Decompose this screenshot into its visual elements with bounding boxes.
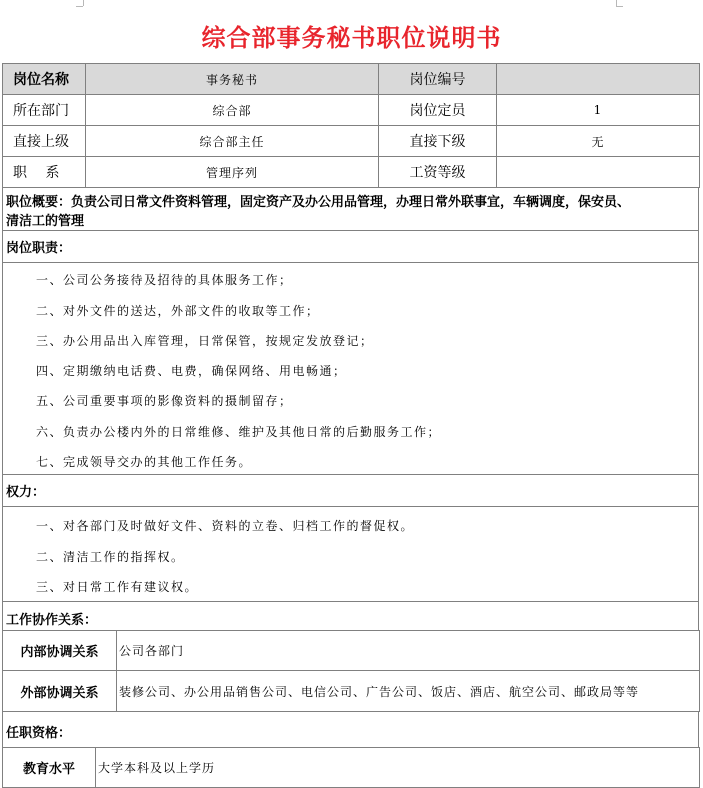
headcount-value[interactable]: 1: [497, 95, 700, 126]
subordinate-label: 直接下级: [379, 126, 497, 157]
position-name-label: 岗位名称: [3, 64, 86, 95]
authority-item: 三、对日常工作有建议权。: [36, 580, 199, 594]
salary-grade-value[interactable]: [497, 157, 700, 188]
supervisor-value[interactable]: 综合部主任: [86, 126, 379, 157]
duty-item: 四、定期缴纳电话费、电费，确保网络、用电畅通；: [36, 364, 347, 378]
overview-line-2: 清洁工的管理: [6, 214, 85, 229]
page-corner-mark: [83, 0, 84, 6]
salary-grade-label: 工资等级: [379, 157, 497, 188]
duty-item: 五、公司重要事项的影像资料的摄制留存；: [36, 394, 293, 408]
cooperation-heading: 工作协作关系：: [6, 613, 98, 628]
table-row: [3, 126, 700, 157]
qualifications-heading: 任职资格：: [6, 726, 72, 741]
page-corner-mark: [76, 6, 83, 7]
position-number-label: 岗位编号: [379, 64, 497, 95]
department-label: 所在部门: [3, 95, 86, 126]
duty-item: 二、对外文件的送达，外部文件的收取等工作；: [36, 304, 320, 318]
duty-item: 七、完成领导交办的其他工作任务。: [36, 455, 253, 469]
position-name-value[interactable]: 事务秘书: [86, 64, 379, 95]
divider: [2, 262, 699, 263]
qualifications-table: [2, 747, 700, 788]
divider: [2, 506, 699, 507]
table-row: [3, 631, 700, 671]
education-label: 教育水平: [3, 748, 96, 788]
duty-item: 三、办公用品出入库管理，日常保管，按规定发放登记；: [36, 334, 374, 348]
duty-item: 六、负责办公楼内外的日常维修、维护及其他日常的后勤服务工作；: [36, 425, 442, 439]
cooperation-table: [2, 630, 700, 712]
supervisor-label: 直接上级: [3, 126, 86, 157]
authority-item: 一、对各部门及时做好文件、资料的立卷、归档工作的督促权。: [36, 519, 415, 533]
duty-item: 一、公司公务接待及招待的具体服务工作；: [36, 273, 293, 287]
overview-line-1: 职位概要：负责公司日常文件资料管理，固定资产及办公用品管理，办理日常外联事宜，车辆调度，保安员、: [6, 195, 631, 210]
education-value[interactable]: 大学本科及以上学历: [96, 748, 700, 788]
qualifications-box: [2, 711, 699, 747]
position-number-value[interactable]: [497, 64, 700, 95]
authority-heading: 权力：: [6, 485, 46, 500]
table-row: [3, 671, 700, 712]
table-row: [3, 95, 700, 126]
table-row: [3, 748, 700, 788]
page-corner-mark: [616, 6, 623, 7]
internal-coordination-label: 内部协调关系: [3, 631, 117, 671]
divider: [2, 601, 699, 602]
divider: [2, 474, 699, 475]
authority-item: 二、清洁工作的指挥权。: [36, 550, 185, 564]
external-coordination-label: 外部协调关系: [3, 671, 117, 712]
duties-heading: 岗位职责：: [6, 241, 72, 256]
headcount-label: 岗位定员: [379, 95, 497, 126]
department-value[interactable]: 综合部: [86, 95, 379, 126]
table-row: [3, 64, 700, 95]
divider: [2, 230, 699, 231]
table-row: [3, 157, 700, 188]
job-family-label: 职 系: [3, 157, 86, 188]
document-title: 综合部事务秘书职位说明书: [201, 24, 502, 52]
job-family-value[interactable]: 管理序列: [86, 157, 379, 188]
external-coordination-value[interactable]: 装修公司、办公用品销售公司、电信公司、广告公司、饭店、酒店、航空公司、邮政局等等: [117, 671, 700, 712]
header-table: [2, 63, 700, 188]
internal-coordination-value[interactable]: 公司各部门: [117, 631, 700, 671]
subordinate-value[interactable]: 无: [497, 126, 700, 157]
